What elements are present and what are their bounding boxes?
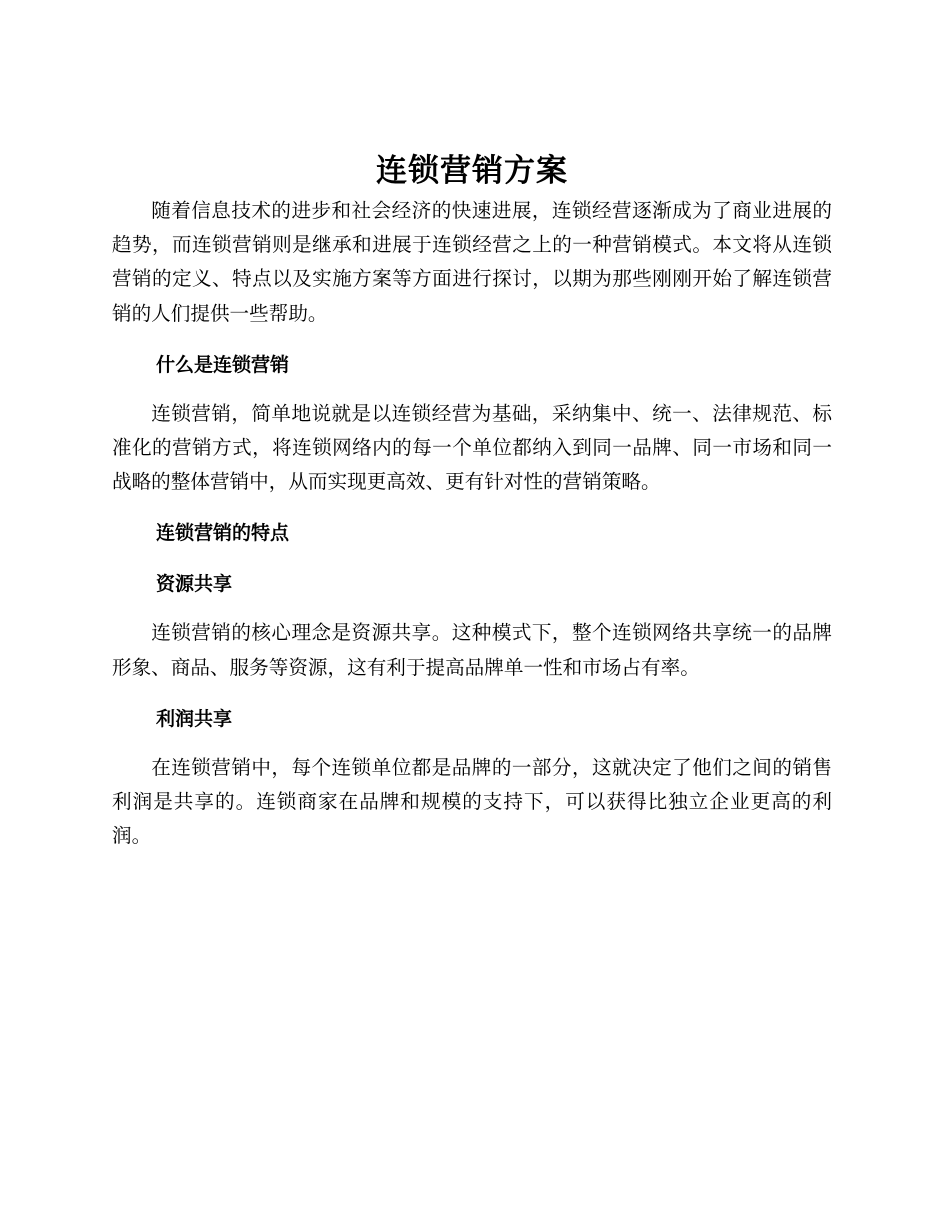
section-paragraph-definition: 连锁营销，简单地说就是以连锁经营为基础，采纳集中、统一、法律规范、标准化的营销方式，将连锁网络内的每一个单位都纳入到同一品牌、同一市场和同一战略的整体营销中，从而实现更高效、更有针对性的营销策略。 [112,401,832,494]
section-heading-what-is: 什么是连锁营销 [156,353,290,376]
document-title: 连锁营销方案 [376,153,568,189]
document-page [112,150,832,853]
intro-paragraph: 随着信息技术的进步和社会经济的快速进展，连锁经营逐渐成为了商业进展的趋势，而连锁营销则是继承和进展于连锁经营之上的一种营销模式。本文将从连锁营销的定义、特点以及实施方案等方面进行探讨，以期为那些刚刚开始了解连锁营销的人们提供一些帮助。 [112,199,832,325]
subsection-paragraph-resource-sharing: 连锁营销的核心理念是资源共享。这种模式下，整个连锁网络共享统一的品牌形象、商品、服务等资源，这有利于提高品牌单一性和市场占有率。 [112,621,832,679]
section-heading-features: 连锁营销的特点 [156,522,290,545]
subsection-paragraph-profit-sharing: 在连锁营销中，每个连锁单位都是品牌的一部分，这就决定了他们之间的销售利润是共享的。连锁商家在品牌和规模的支持下，可以获得比独立企业更高的利润。 [112,755,832,848]
subsection-heading-profit-sharing: 利润共享 [156,707,233,730]
subsection-heading-resource-sharing: 资源共享 [156,573,233,596]
